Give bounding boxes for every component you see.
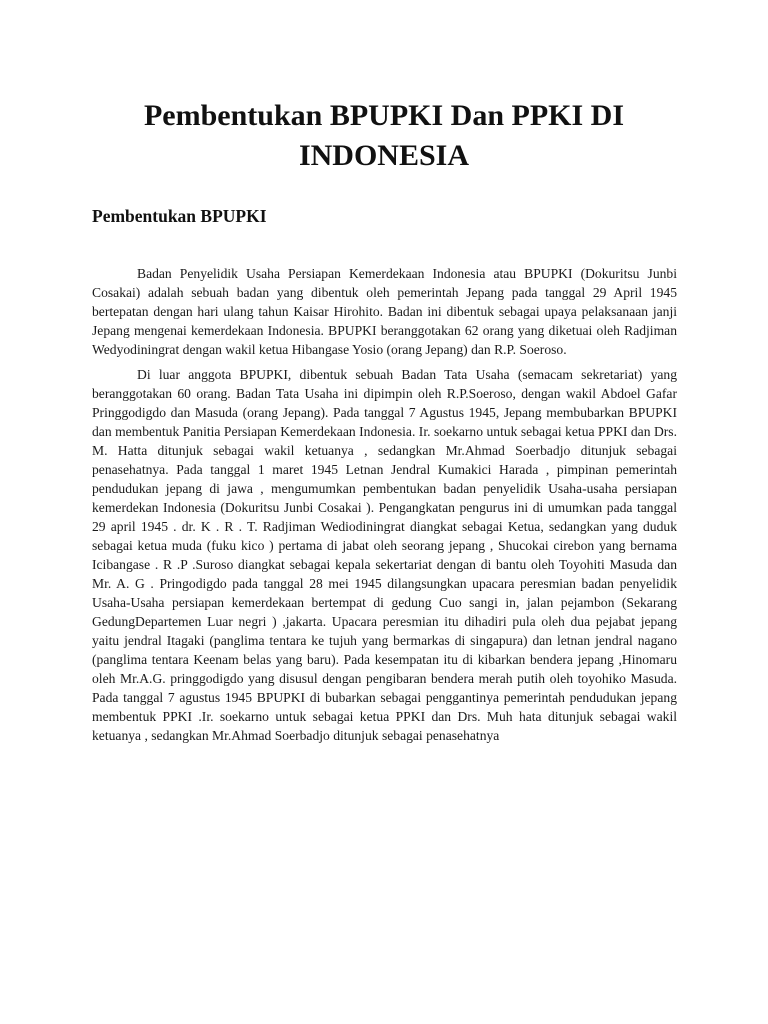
body-paragraph: Badan Penyelidik Usaha Persiapan Kemerdekaan Indonesia atau BPUPKI (Dokuritsu Junbi Cosakai) adalah sebuah badan yang dibentuk oleh pemerintah Jepang pada tanggal 29 April 1945 bertepatan dengan hari ulang tahun Kaisar Hirohito. Badan ini dibentuk sebagai upaya pelaksanaan janji Jepang mengenai kemerdekaan Indonesia. BPUPKI beranggotakan 62 orang yang diketuai oleh Radjiman Wedyodiningrat dengan wakil ketua Hibangase Yosio (orang Jepang) dan R.P. Soeroso. [92,266,677,357]
page-title: Pembentukan BPUPKI Dan PPKI DI INDONESIA [143,99,625,172]
section-heading: Pembentukan BPUPKI [92,206,267,226]
body-paragraph: Di luar anggota BPUPKI, dibentuk sebuah Badan Tata Usaha (semacam sekretariat) yang beranggotakan 60 orang. Badan Tata Usaha ini dipimpin oleh R.P.Soeroso, dengan wakil Abdoel Gafar Pringgodigdo dan Masuda (orang Jepang). Pada tanggal 7 Agustus 1945, Jepang membubarkan BPUPKI dan membentuk Panitia Persiapan Kemerdekaan Indonesia. Ir. soekarno untuk sebagai ketua PPKI dan Drs. M. Hatta ditunjuk sebagai wakil ketuanya , sedangkan Mr.Ahmad Soerbadjo ditunjuk sebagai penasehatnya. Pada tanggal 1 maret 1945 Letnan Jendral Kumakici Harada , pimpinan pemerintah pendudukan jepang di jawa , mengumumkan pembentukan badan penyelidik Usaha-usaha persiapan kemerdekan Indonesia (Dokuritsu Junbi Cosakai ). Pengangkatan pengurus ini di umumkan pada tanggal 29 april 1945 . dr. K . R . T. Radjiman Wediodiningrat diangkat sebagai Ketua, sedangkan yang duduk sebagai ketua muda (fuku kico ) pertama di jabat oleh seorang jepang , Shucokai cirebon yang bernama Icibangase . R .P .Suroso diangkat sebagai kepala sekertariat dengan di bantu oleh Toyohiti Masuda dan Mr. A. G . Pringodigdo pada tanggal 28 mei 1945 dilangsungkan upacara peresmian badan penyelidik Usaha-Usaha persiapan kemerdekaan bertempat di gedung Cuo sangi in, jalan pejambon (Sekarang GedungDepartemen Luar negri ) ,jakarta. Upacara peresmian itu dihadiri pula oleh dua pejabat jepang yaitu jendral Itagaki (panglima tentara ke tujuh yang bermarkas di singapura) dan letnan jendral nagano (panglima tentara Keenam belas yang baru). Pada kesempatan itu di kibarkan bendera jepang ,Hinomaru oleh Mr.A.G. pringgodigdo yang disusul dengan pengibaran bendera merah putih oleh toyohiko Masuda. Pada tanggal 7 agustus 1945 BPUPKI di bubarkan sebagai penggantinya pemerintah pendudukan jepang membentuk PPKI .Ir. soekarno untuk sebagai ketua PPKI dan Drs. Muh hata ditunjuk sebagai wakil ketuanya , sedangkan Mr.Ahmad Soerbadjo ditunjuk sebagai penasehatnya [92,367,677,743]
